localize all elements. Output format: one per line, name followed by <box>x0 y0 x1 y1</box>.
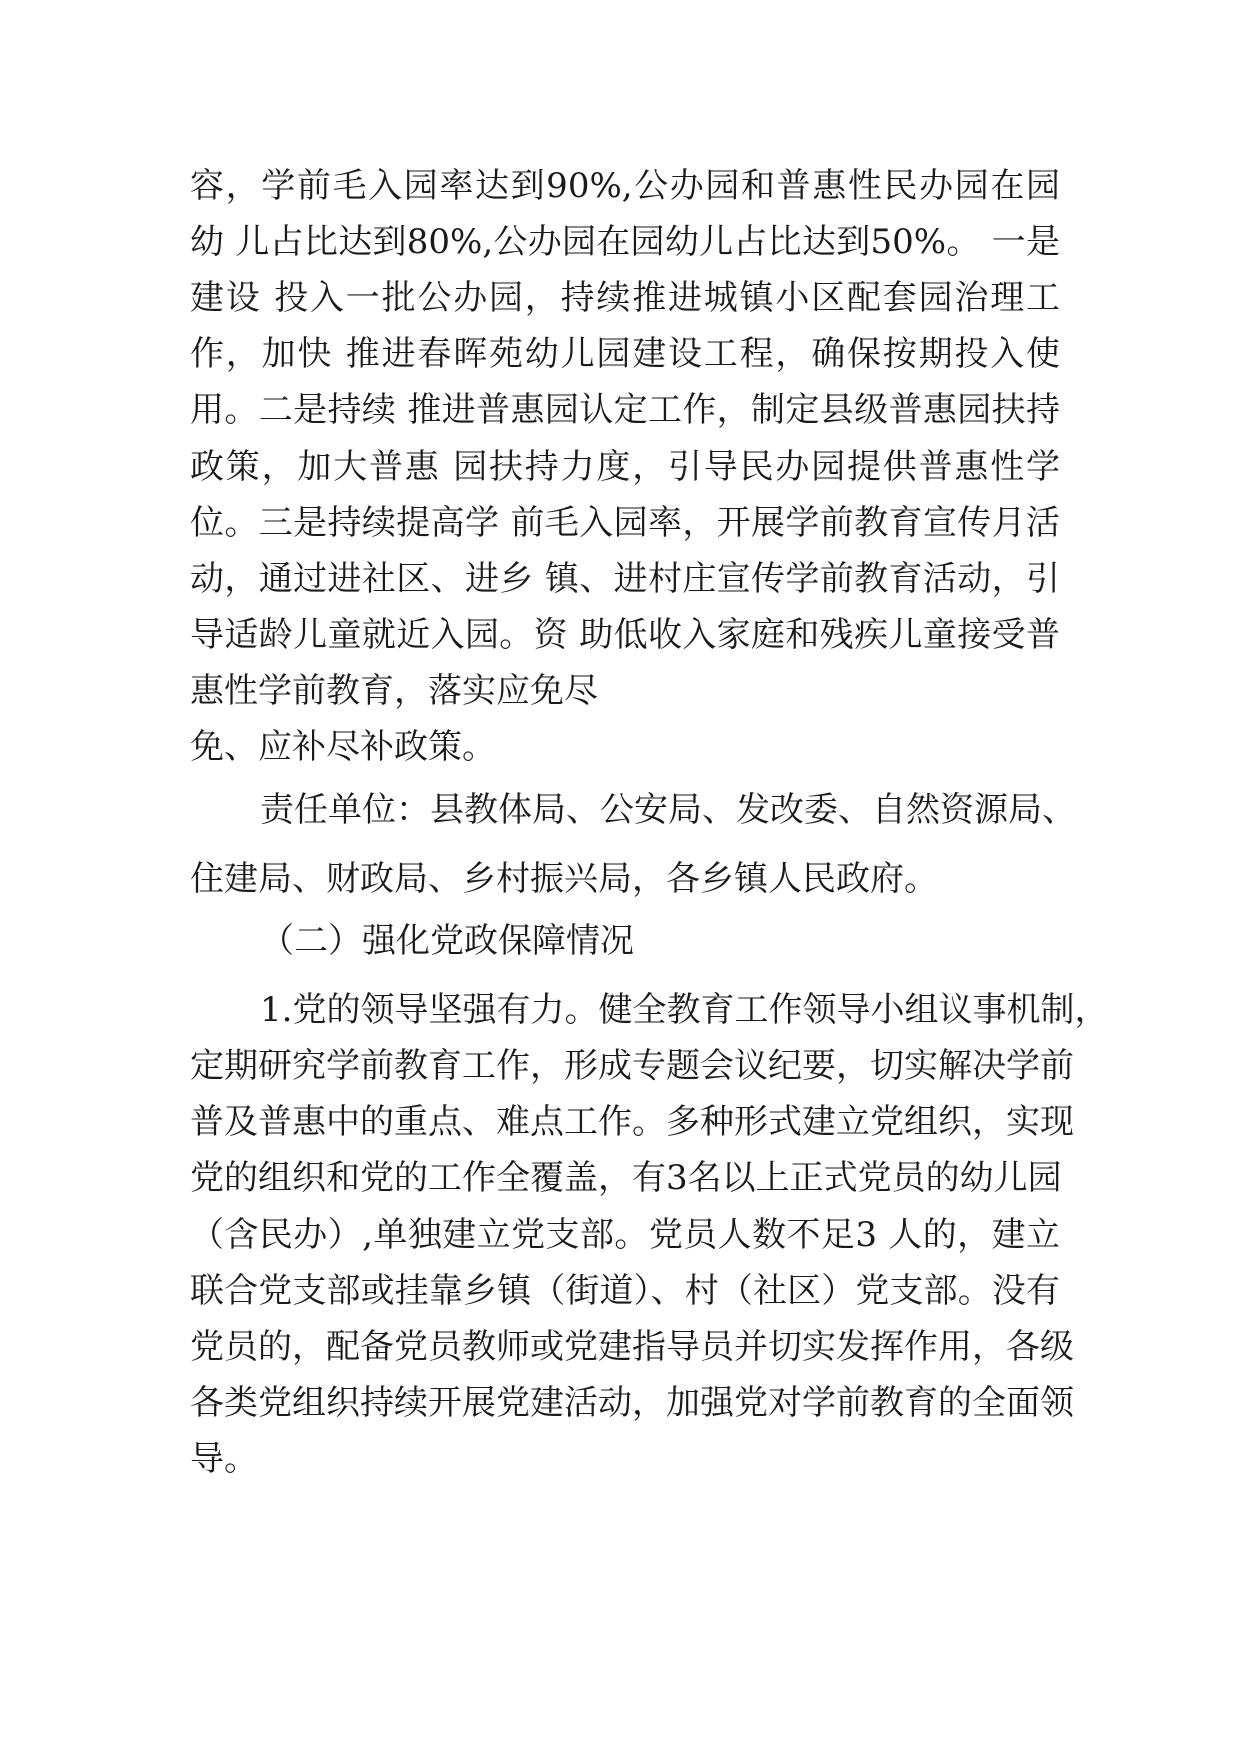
body-line-5: 用。二是持续 推进普惠园认定工作，制定县级普惠园扶持 <box>190 390 1060 430</box>
body-line-4: 作，加快 推进春晖苑幼儿园建设工程，确保按期投入使 <box>190 334 1060 374</box>
body-line-16: （含民办）,单独建立党支部。党员人数不足3 人的，建立 <box>190 1215 1060 1255</box>
body-line-14: 普及普惠中的重点、难点工作。多种形式建立党组织，实现 <box>190 1102 1074 1142</box>
body-line-11: 免、应补尽补政策。 <box>190 727 496 767</box>
body-line-8: 动，通过进社区、进乡 镇、进村庄宣传学前教育活动，引 <box>190 559 1060 599</box>
body-line-7: 位。三是持续提高学 前毛入园率，开展学前教育宣传月活 <box>190 503 1060 543</box>
body-line-20: 导。 <box>190 1439 258 1479</box>
responsible-units-line-2: 住建局、财政局、乡村振兴局，各乡镇人民政府。 <box>190 859 938 899</box>
section-heading: （二）强化党政保障情况 <box>260 921 634 961</box>
body-line-12: 1.党的领导坚强有力。健全教育工作领导小组议事机制， <box>260 990 1109 1030</box>
body-line-6: 政策，加大普惠 园扶持力度，引导民办园提供普惠性学 <box>190 447 1060 487</box>
body-line-3: 建设 投入一批公办园，持续推进城镇小区配套园治理工 <box>190 278 1060 318</box>
body-line-13: 定期研究学前教育工作，形成专题会议纪要，切实解决学前 <box>190 1046 1074 1086</box>
body-line-18: 党员的，配备党员教师或党建指导员并切实发挥作用，各级 <box>190 1327 1074 1367</box>
body-line-15: 党的组织和党的工作全覆盖，有3名以上正式党员的幼儿园 <box>190 1158 1062 1198</box>
body-line-1: 容，学前毛入园率达到90%,公办园和普惠性民办园在园 <box>190 166 1060 206</box>
body-line-9: 导适龄儿童就近入园。资 助低收入家庭和残疾儿童接受普 <box>190 615 1060 655</box>
body-line-17: 联合党支部或挂靠乡镇（街道）、村（社区）党支部。没有 <box>190 1271 1060 1311</box>
body-line-19: 各类党组织持续开展党建活动，加强党对学前教育的全面领 <box>190 1383 1074 1423</box>
body-line-2: 幼 儿占比达到80%,公办园在园幼儿占比达到50%。 一是 <box>190 222 1060 262</box>
body-line-10: 惠性学前教育，落实应免尽 <box>190 671 598 711</box>
responsible-units-line-1: 责任单位：县教体局、公安局、发改委、自然资源局、 <box>260 790 1076 830</box>
